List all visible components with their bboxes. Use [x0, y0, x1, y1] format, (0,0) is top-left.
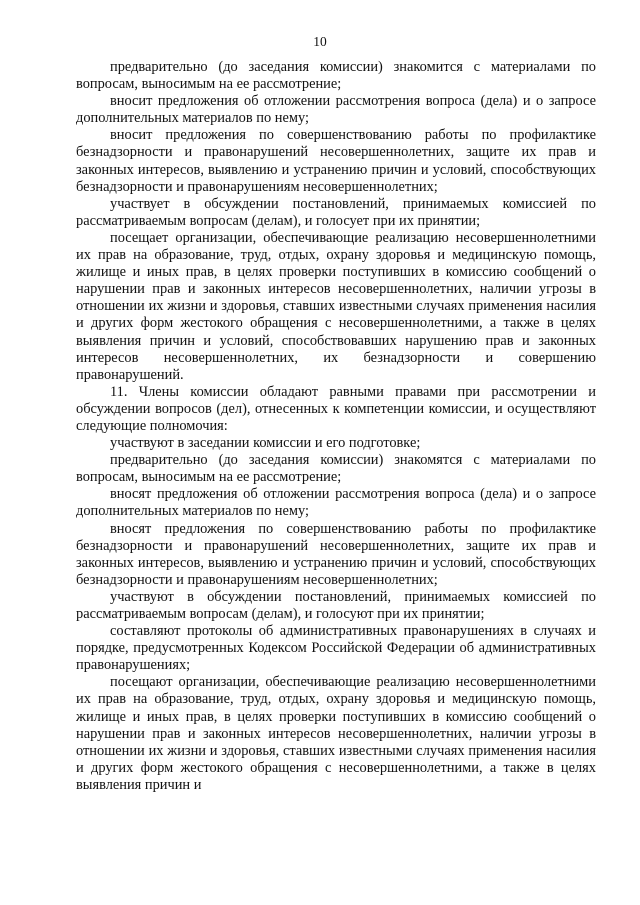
paragraph: участвуют в обсуждении постановлений, принимаемых комиссией по рассматриваемым вопросам (делам), и голосуют при их принятии; — [76, 588, 596, 622]
paragraph: посещают организации, обеспечивающие реализацию несовершеннолетними их прав на образование, труд, отдых, охрану здоровья и медицинскую помощь, жилище и иных прав, в целях проверки поступивших в комиссию сообщений о нарушении прав и законных интересов несовершеннолетних, наличии угрозы в отношении их жизни и здоровья, ставших известными случаях применения насилия и других форм жестокого обращения с несовершеннолетними, а также в целях выявления причин и — [76, 674, 596, 793]
paragraph: вносят предложения по совершенствованию работы по профилактике безнадзорности и правонарушений несовершеннолетних, защите их прав и законных интересов, выявлению и устранению причин и условий, способствующих безнадзорности и правонарушениям несовершеннолетних; — [76, 520, 596, 588]
paragraph: составляют протоколы об административных правонарушениях в случаях и порядке, предусмотренных Кодексом Российской Федерации об административных правонарушениях; — [76, 623, 596, 674]
body-text — [76, 59, 596, 794]
paragraph: вносят предложения об отложении рассмотрения вопроса (дела) и о запросе дополнительных материалов по нему; — [76, 486, 596, 520]
paragraph: вносит предложения об отложении рассмотрения вопроса (дела) и о запросе дополнительных материалов по нему; — [76, 93, 596, 127]
paragraph: участвуют в заседании комиссии и его подготовке; — [110, 435, 421, 452]
paragraph: участвует в обсуждении постановлений, принимаемых комиссией по рассматриваемым вопросам (делам), и голосует при их принятии; — [76, 195, 596, 229]
paragraph: вносит предложения по совершенствованию работы по профилактике безнадзорности и правонарушений несовершеннолетних, защите их прав и законных интересов, выявлению и устранению причин и условий, способствующих безнадзорности и правонарушениям несовершеннолетних; — [76, 127, 596, 195]
paragraph: предварительно (до заседания комиссии) знакомятся с материалами по вопросам, выносимым на ее рассмотрение; — [76, 452, 596, 486]
page-number: 10 — [313, 34, 327, 49]
paragraph: предварительно (до заседания комиссии) знакомится с материалами по вопросам, выносимым на ее рассмотрение; — [76, 59, 596, 93]
paragraph: 11. Члены комиссии обладают равными правами при рассмотрении и обсуждении вопросов (дел), отнесенных к компетенции комиссии, и осуществляют следующие полномочия: — [76, 383, 596, 434]
paragraph: посещает организации, обеспечивающие реализацию несовершеннолетними их прав на образование, труд, отдых, охрану здоровья и медицинскую помощь, жилище и иных прав, в целях проверки поступивших в комиссию сообщений о нарушении прав и законных интересов несовершеннолетних, наличии угрозы в отношении их жизни и здоровья, ставших известными случаях применения насилия и других форм жестокого обращения с несовершеннолетними, а также в целях выявления причин и условий, способствовавших нарушению прав и законных интересов несовершеннолетних, их безнадзорности и совершению правонарушений. — [76, 229, 596, 383]
